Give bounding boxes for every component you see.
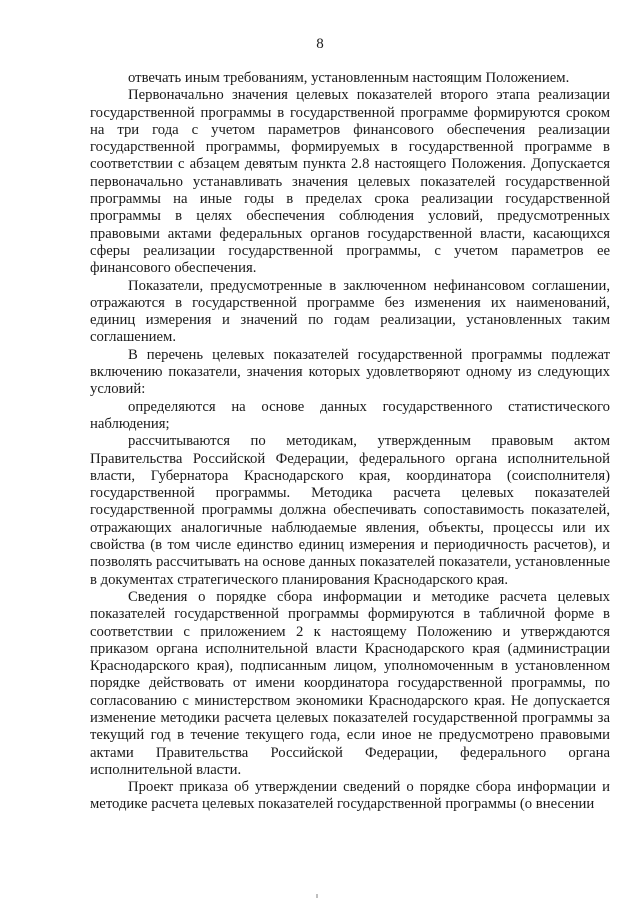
paragraph: определяются на основе данных государственного статистического наблюдения; [90,398,610,432]
paragraph: В перечень целевых показателей государственной программы подлежат включению показатели, значения которых удовлетворяют одному из следующих условий: [90,346,610,398]
scan-mark [316,894,318,898]
document-body [90,70,610,814]
paragraph: Проект приказа об утверждении сведений о порядке сбора информации и методике расчета целевых показателей государственной программы (о внесении [90,779,610,813]
paragraph: Сведения о порядке сбора информации и методике расчета целевых показателей государственной программы формируются в табличной форме в соответствии с приложением 2 к настоящему Положению и утверждаются приказом органа исполнительной власти Краснодарского края (администрации Краснодарского края), подписанным лицом, уполномоченным в установленном порядке действовать от имени координатора государственной программы, по согласованию с министерством экономики Краснодарского края. Не допускается изменение методики расчета целевых показателей государственной программы за текущий год в течение текущего года, если иное не предусмотрено правовыми актами Правительства Российской Федерации, федерального органа исполнительной власти. [90,588,610,778]
page-number: 8 [316,36,324,52]
paragraph: Показатели, предусмотренные в заключенном нефинансовом соглашении, отражаются в государственной программе без изменения их наименований, единиц измерения и значений по годам реализации, установленных таким соглашением. [90,277,610,346]
paragraph: Первоначально значения целевых показателей второго этапа реализации государственной программы в государственной программе формируются сроком на три года с учетом параметров финансового обеспечения реализации государственной программы, формируемых в государственной программе в соответствии с абзацем девятым пункта 2.8 настоящего Положения. Допускается первоначально устанавливать значения целевых показателей государственной программы на иные годы в пределах срока реализации государственной программы в целях обеспечения соблюдения условий, предусмотренных правовыми актами федеральных органов государственной власти, касающихся сферы реализации государственной программы, с учетом параметров ее финансового обеспечения. [90,87,610,277]
paragraph: отвечать иным требованиям, установленным настоящим Положением. [128,70,570,86]
paragraph: рассчитываются по методикам, утвержденным правовым актом Правительства Российской Федерации, федерального органа исполнительной власти, Губернатора Краснодарского края, координатора (соисполнителя) государственной программы. Методика расчета целевых показателей государственной программы должна обеспечивать сопоставимость показателей, отражающих аналогичные наблюдаемые явления, объекты, процессы или их свойства (в том числе единство единиц измерения и периодичность расчетов), и позволять рассчитывать на основе данных показателей показатели, установленные в документах стратегического планирования Краснодарского края. [90,433,610,588]
